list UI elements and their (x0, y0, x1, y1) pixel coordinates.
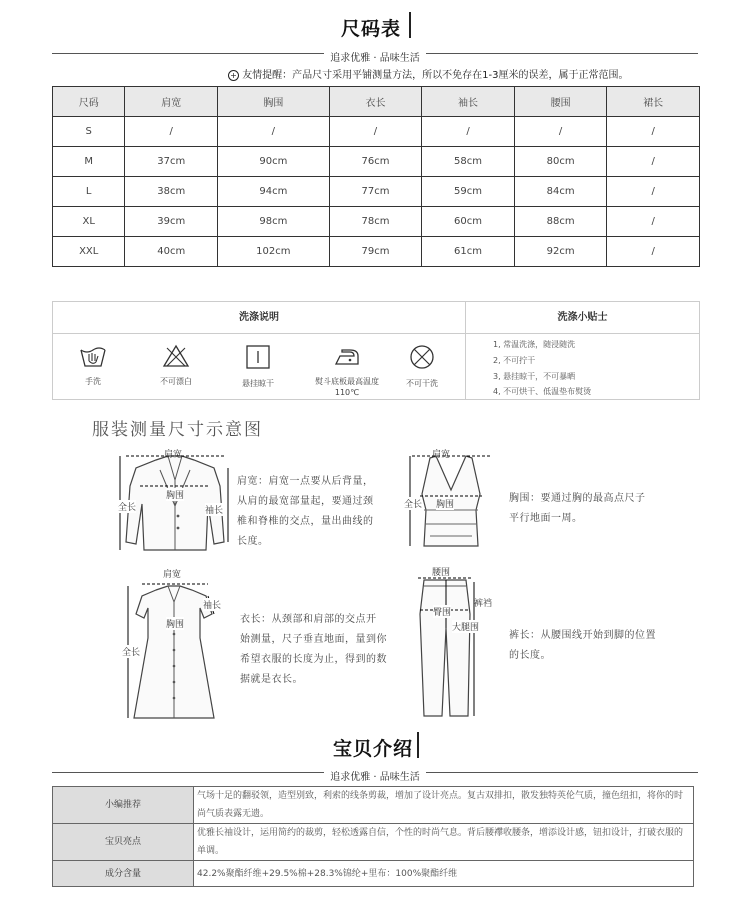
size-cell: 80cm (514, 147, 607, 177)
size-cell: / (514, 117, 607, 147)
size-header-row (53, 87, 700, 117)
wash-label: 不可干洗 (406, 379, 438, 388)
dress-chest-label: 胸围 (166, 617, 184, 630)
size-cell: 58cm (422, 147, 515, 177)
size-cell: 94cm (218, 177, 330, 207)
jacket-chest-label: 胸围 (166, 488, 184, 501)
size-cell: 90cm (218, 147, 330, 177)
size-cell: / (329, 117, 422, 147)
info-table (52, 786, 694, 887)
wash-title: 洗涤说明 (53, 302, 466, 334)
size-cell: 78cm (329, 207, 422, 237)
size-chart-title: 尺码表 (341, 18, 402, 40)
pants-hip-label: 臀围 (433, 605, 451, 618)
desc-line: 裤长：从腰围线开始到脚的位置 (509, 630, 656, 641)
jacket-shoulder-label: 肩宽 (164, 450, 183, 460)
size-cell: 84cm (514, 177, 607, 207)
size-cell: 92cm (514, 237, 607, 267)
size-row (53, 117, 700, 147)
size-header-cell: 裙长 (607, 87, 700, 117)
size-cell: 76cm (329, 147, 422, 177)
size-cell: S (53, 117, 125, 147)
desc-line: 胸围：要通过胸的最高点尺子 (509, 493, 646, 504)
size-header-cell: 肩宽 (125, 87, 218, 117)
size-cell: 38cm (125, 177, 218, 207)
size-row (53, 147, 700, 177)
plus-circle-icon: + (228, 70, 239, 81)
vest-shoulder-label: 肩宽 (432, 450, 451, 460)
desc-line: 的长度。 (509, 650, 551, 661)
size-header-cell: 胸围 (218, 87, 330, 117)
desc-chest (509, 489, 646, 529)
info-row (53, 787, 694, 824)
size-cell: 61cm (422, 237, 515, 267)
info-key: 小编推荐 (53, 787, 194, 824)
wash-label: 不可漂白 (160, 377, 192, 386)
size-cell: / (607, 177, 700, 207)
size-cell: 102cm (218, 237, 330, 267)
wash-label: 手洗 (85, 377, 101, 386)
size-cell: / (607, 117, 700, 147)
size-cell: 60cm (422, 207, 515, 237)
wash-item (310, 344, 384, 398)
jacket-length-label: 全长 (118, 500, 136, 513)
desc-line: 衣长：从颈部和肩部的交点开 (240, 614, 377, 625)
wash-label: 悬挂晾干 (242, 379, 274, 388)
size-header-cell: 尺码 (53, 87, 125, 117)
size-cell: M (53, 147, 125, 177)
wash-item (146, 344, 206, 387)
size-header-cell: 袖长 (422, 87, 515, 117)
wash-panel (52, 301, 700, 400)
size-cell: XL (53, 207, 125, 237)
size-header-cell: 腰围 (514, 87, 607, 117)
wash-tip: 1, 常温洗涤，随浸随洗 (493, 340, 576, 349)
size-cell: 59cm (422, 177, 515, 207)
size-row (53, 207, 700, 237)
desc-line: 据就是衣长。 (240, 674, 303, 685)
info-value: 42.2%聚酯纤维+29.5%棉+28.3%锦纶+里布：100%聚酯纤维 (194, 861, 694, 887)
no-dry-clean-icon (409, 344, 435, 370)
wash-tip: 3, 悬挂晾干，不可暴晒 (493, 372, 576, 381)
hang-dry-icon (245, 344, 271, 370)
jacket-sleeve-label: 袖长 (205, 503, 223, 516)
size-cell: / (218, 117, 330, 147)
info-key: 宝贝亮点 (53, 824, 194, 861)
desc-line: 椎和脊椎的交点，量出曲线的 (237, 516, 374, 527)
size-cell: / (607, 207, 700, 237)
desc-line: 肩宽：肩宽一点要从后背量， (237, 476, 374, 487)
desc-line: 始测量，尺子垂直地面，量到你 (240, 634, 387, 645)
size-cell: XXL (53, 237, 125, 267)
info-value: 优雅长袖设计，运用简约的裁剪，轻松透露自信，个性的时尚气息。背后腰襻收腰条，增添设计感，钮扣设计，打破衣服的单调。 (194, 824, 694, 861)
dress-sleeve-label: 袖长 (203, 598, 221, 611)
size-cell: / (125, 117, 218, 147)
size-cell: 77cm (329, 177, 422, 207)
notice-text: 友情提醒：产品尺寸采用平铺测量方法，所以不免存在1-3厘米的误差，属于正常范围。 (242, 70, 629, 81)
info-row (53, 861, 694, 887)
pants-illustration (410, 574, 480, 720)
size-cell: 37cm (125, 147, 218, 177)
size-cell: / (607, 237, 700, 267)
size-cell: 79cm (329, 237, 422, 267)
desc-shoulder (237, 472, 374, 552)
size-header-cell: 衣长 (329, 87, 422, 117)
size-row (53, 237, 700, 267)
size-cell: 39cm (125, 207, 218, 237)
size-cell: / (422, 117, 515, 147)
desc-line: 希望衣服的长度为止，得到的数 (240, 654, 387, 665)
pants-inseam-label: 裤裆 (474, 599, 493, 609)
wash-label: 熨斗底板最高温度110℃ (315, 377, 379, 397)
wash-item (63, 344, 123, 387)
desc-length (240, 610, 387, 690)
notice (228, 66, 629, 81)
product-title: 宝贝介绍 (333, 738, 414, 760)
info-key: 成分含量 (53, 861, 194, 887)
size-cell: 88cm (514, 207, 607, 237)
vest-chest-label: 胸围 (436, 497, 454, 510)
pants-waist-label: 腰围 (432, 568, 451, 578)
wash-tip: 2, 不可拧干 (493, 356, 536, 365)
title-divider (409, 12, 411, 38)
vest-length-label: 全长 (404, 497, 422, 510)
desc-pants (509, 626, 656, 666)
wash-tips-title: 洗涤小贴士 (466, 302, 699, 334)
size-cell: / (607, 147, 700, 177)
size-table (52, 86, 700, 267)
product-subtitle: 追求优雅 · 品味生活 (324, 772, 426, 783)
size-cell: 40cm (125, 237, 218, 267)
dress-length-label: 全长 (122, 645, 140, 658)
desc-line: 平行地面一周。 (509, 513, 583, 524)
desc-line: 从肩的最宽部量起，要通过颈 (237, 496, 374, 507)
iron-icon (332, 344, 362, 368)
info-row (53, 824, 694, 861)
size-cell: 98cm (218, 207, 330, 237)
desc-line: 长度。 (237, 536, 269, 547)
wash-item (228, 344, 288, 389)
no-bleach-icon (162, 344, 190, 368)
dress-shoulder-label: 肩宽 (163, 570, 182, 580)
size-row (53, 177, 700, 207)
pants-thigh-label: 大腿围 (452, 620, 479, 633)
wash-tip: 4, 不可烘干、低温垫布熨烫 (493, 387, 592, 396)
size-chart-subtitle: 追求优雅 · 品味生活 (324, 53, 426, 64)
wash-divider (465, 302, 466, 399)
wash-item (392, 344, 452, 389)
size-cell: L (53, 177, 125, 207)
title-divider (417, 732, 419, 758)
hand-wash-icon (79, 344, 107, 368)
measure-title: 服装测量尺寸示意图 (92, 420, 263, 440)
info-value: 气场十足的翻驳领，造型别致，利索的线条剪裁，增加了设计亮点。复古双排扣，散发独特英伦气质，撞色纽扣，将你的时尚气质表露无遗。 (194, 787, 694, 824)
